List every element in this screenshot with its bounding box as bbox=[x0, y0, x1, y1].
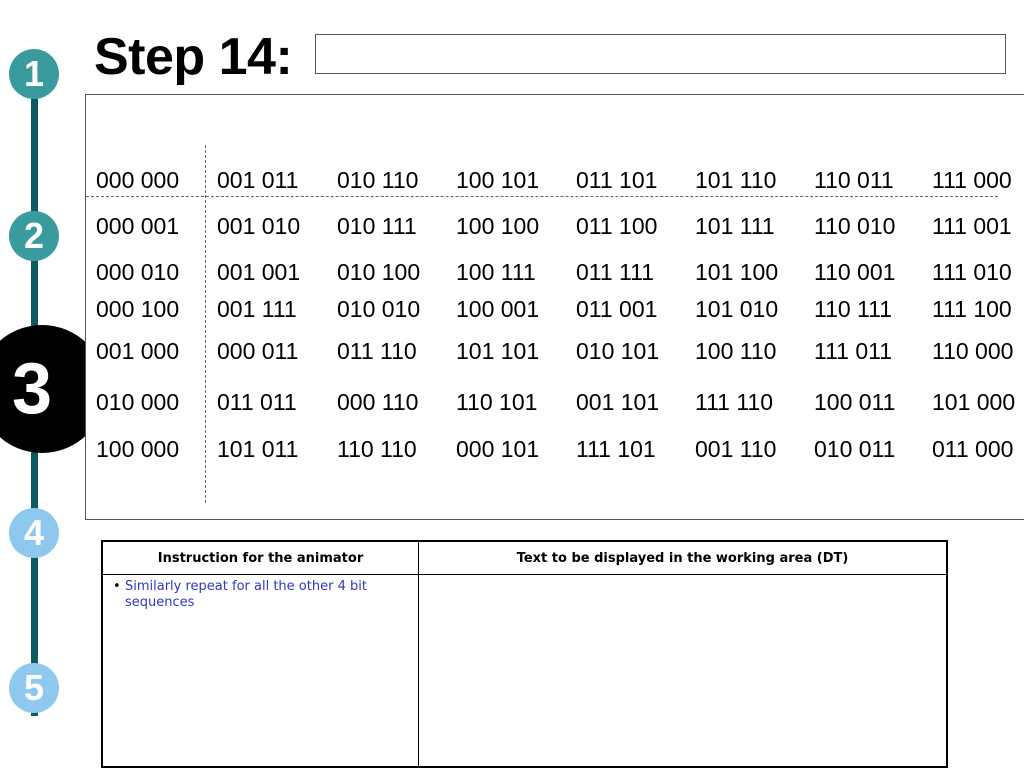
binary-sequence-cell: 000 011 bbox=[217, 338, 299, 364]
instruction-item bbox=[113, 579, 412, 611]
binary-sequence-cell: 100 110 bbox=[695, 338, 777, 364]
binary-sequence-cell: 110 111 bbox=[814, 296, 893, 322]
step-5-marker[interactable]: 5 bbox=[9, 663, 59, 713]
binary-sequence-cell: 001 010 bbox=[217, 213, 301, 239]
binary-sequence-cell: 110 000 bbox=[932, 338, 1014, 364]
binary-sequence-cell: 001 011 bbox=[217, 167, 299, 193]
binary-sequence-cell: 101 010 bbox=[695, 296, 779, 322]
instruction-cell bbox=[102, 575, 419, 768]
binary-sequence-cell: 100 100 bbox=[456, 213, 540, 239]
row-divider bbox=[86, 196, 998, 197]
binary-sequence-cell: 100 001 bbox=[456, 296, 540, 322]
binary-sequence-cell: 010 111 bbox=[337, 213, 417, 239]
binary-sequence-cell: 101 011 bbox=[217, 436, 299, 462]
display-text-column-header: Text to be displayed in the working area (DT) bbox=[419, 541, 948, 575]
binary-sequence-cell: 011 100 bbox=[576, 213, 658, 239]
binary-sequence-cell: 001 111 bbox=[217, 296, 297, 322]
binary-sequence-cell: 111 100 bbox=[932, 296, 1012, 322]
binary-sequence-cell: 001 110 bbox=[695, 436, 777, 462]
step-title-box[interactable] bbox=[315, 34, 1006, 74]
binary-sequence-cell: 110 010 bbox=[814, 213, 896, 239]
page-title: Step 14: bbox=[94, 28, 293, 86]
binary-sequence-cell: 011 111 bbox=[576, 259, 655, 285]
binary-sequence-cell: 010 000 bbox=[96, 389, 180, 415]
binary-sequence-cell: 011 110 bbox=[337, 338, 417, 364]
binary-sequence-cell: 000 001 bbox=[96, 213, 180, 239]
binary-sequence-cell: 000 101 bbox=[456, 436, 540, 462]
binary-sequence-cell: 010 100 bbox=[337, 259, 421, 285]
binary-sequence-cell: 001 101 bbox=[576, 389, 660, 415]
binary-sequence-cell: 001 001 bbox=[217, 259, 301, 285]
binary-sequence-cell: 011 000 bbox=[932, 436, 1014, 462]
binary-sequence-cell: 100 101 bbox=[456, 167, 540, 193]
binary-sequence-cell: 111 010 bbox=[932, 259, 1012, 285]
binary-sequence-cell: 100 011 bbox=[814, 389, 896, 415]
binary-sequence-cell: 000 010 bbox=[96, 259, 180, 285]
binary-sequence-cell: 010 010 bbox=[337, 296, 421, 322]
binary-sequence-cell: 000 000 bbox=[96, 167, 180, 193]
binary-sequence-cell: 111 110 bbox=[695, 389, 774, 415]
binary-sequence-cell: 110 110 bbox=[337, 436, 417, 462]
binary-sequence-cell: 010 110 bbox=[337, 167, 419, 193]
binary-sequence-cell: 110 001 bbox=[814, 259, 896, 285]
binary-sequence-cell: 111 000 bbox=[932, 167, 1012, 193]
binary-sequence-cell: 111 011 bbox=[814, 338, 893, 364]
binary-sequence-cell: 000 110 bbox=[337, 389, 419, 415]
binary-sequence-cell: 101 101 bbox=[456, 338, 540, 364]
binary-sequence-cell: 011 011 bbox=[217, 389, 297, 415]
binary-sequence-cell: 011 001 bbox=[576, 296, 658, 322]
bullet-icon: • bbox=[113, 579, 121, 594]
binary-sequence-cell: 011 101 bbox=[576, 167, 658, 193]
binary-sequence-cell: 101 100 bbox=[695, 259, 779, 285]
working-area bbox=[85, 94, 1024, 520]
binary-sequence-cell: 001 000 bbox=[96, 338, 180, 364]
step-1-marker[interactable]: 1 bbox=[9, 49, 59, 99]
binary-sequence-cell: 100 000 bbox=[96, 436, 180, 462]
binary-sequence-cell: 110 011 bbox=[814, 167, 894, 193]
instruction-column-header: Instruction for the animator bbox=[102, 541, 419, 575]
binary-sequence-cell: 111 101 bbox=[576, 436, 656, 462]
binary-sequence-cell: 111 001 bbox=[932, 213, 1012, 239]
column-divider bbox=[205, 145, 206, 503]
binary-sequence-cell: 100 111 bbox=[456, 259, 536, 285]
display-text-cell bbox=[419, 575, 948, 768]
binary-sequence-cell: 010 101 bbox=[576, 338, 660, 364]
binary-sequence-cell: 000 100 bbox=[96, 296, 180, 322]
step-3-marker-current[interactable]: 3 bbox=[0, 325, 106, 453]
binary-sequence-cell: 110 101 bbox=[456, 389, 538, 415]
binary-sequence-cell: 101 000 bbox=[932, 389, 1016, 415]
step-4-marker[interactable]: 4 bbox=[9, 508, 59, 558]
animator-instruction-table bbox=[101, 540, 948, 768]
binary-sequence-cell: 101 110 bbox=[695, 167, 777, 193]
step-2-marker[interactable]: 2 bbox=[9, 211, 59, 261]
binary-sequence-cell: 101 111 bbox=[695, 213, 775, 239]
instruction-list bbox=[113, 579, 412, 611]
binary-sequence-cell: 010 011 bbox=[814, 436, 896, 462]
instruction-text: Similarly repeat for all the other 4 bit sequences bbox=[125, 579, 367, 610]
